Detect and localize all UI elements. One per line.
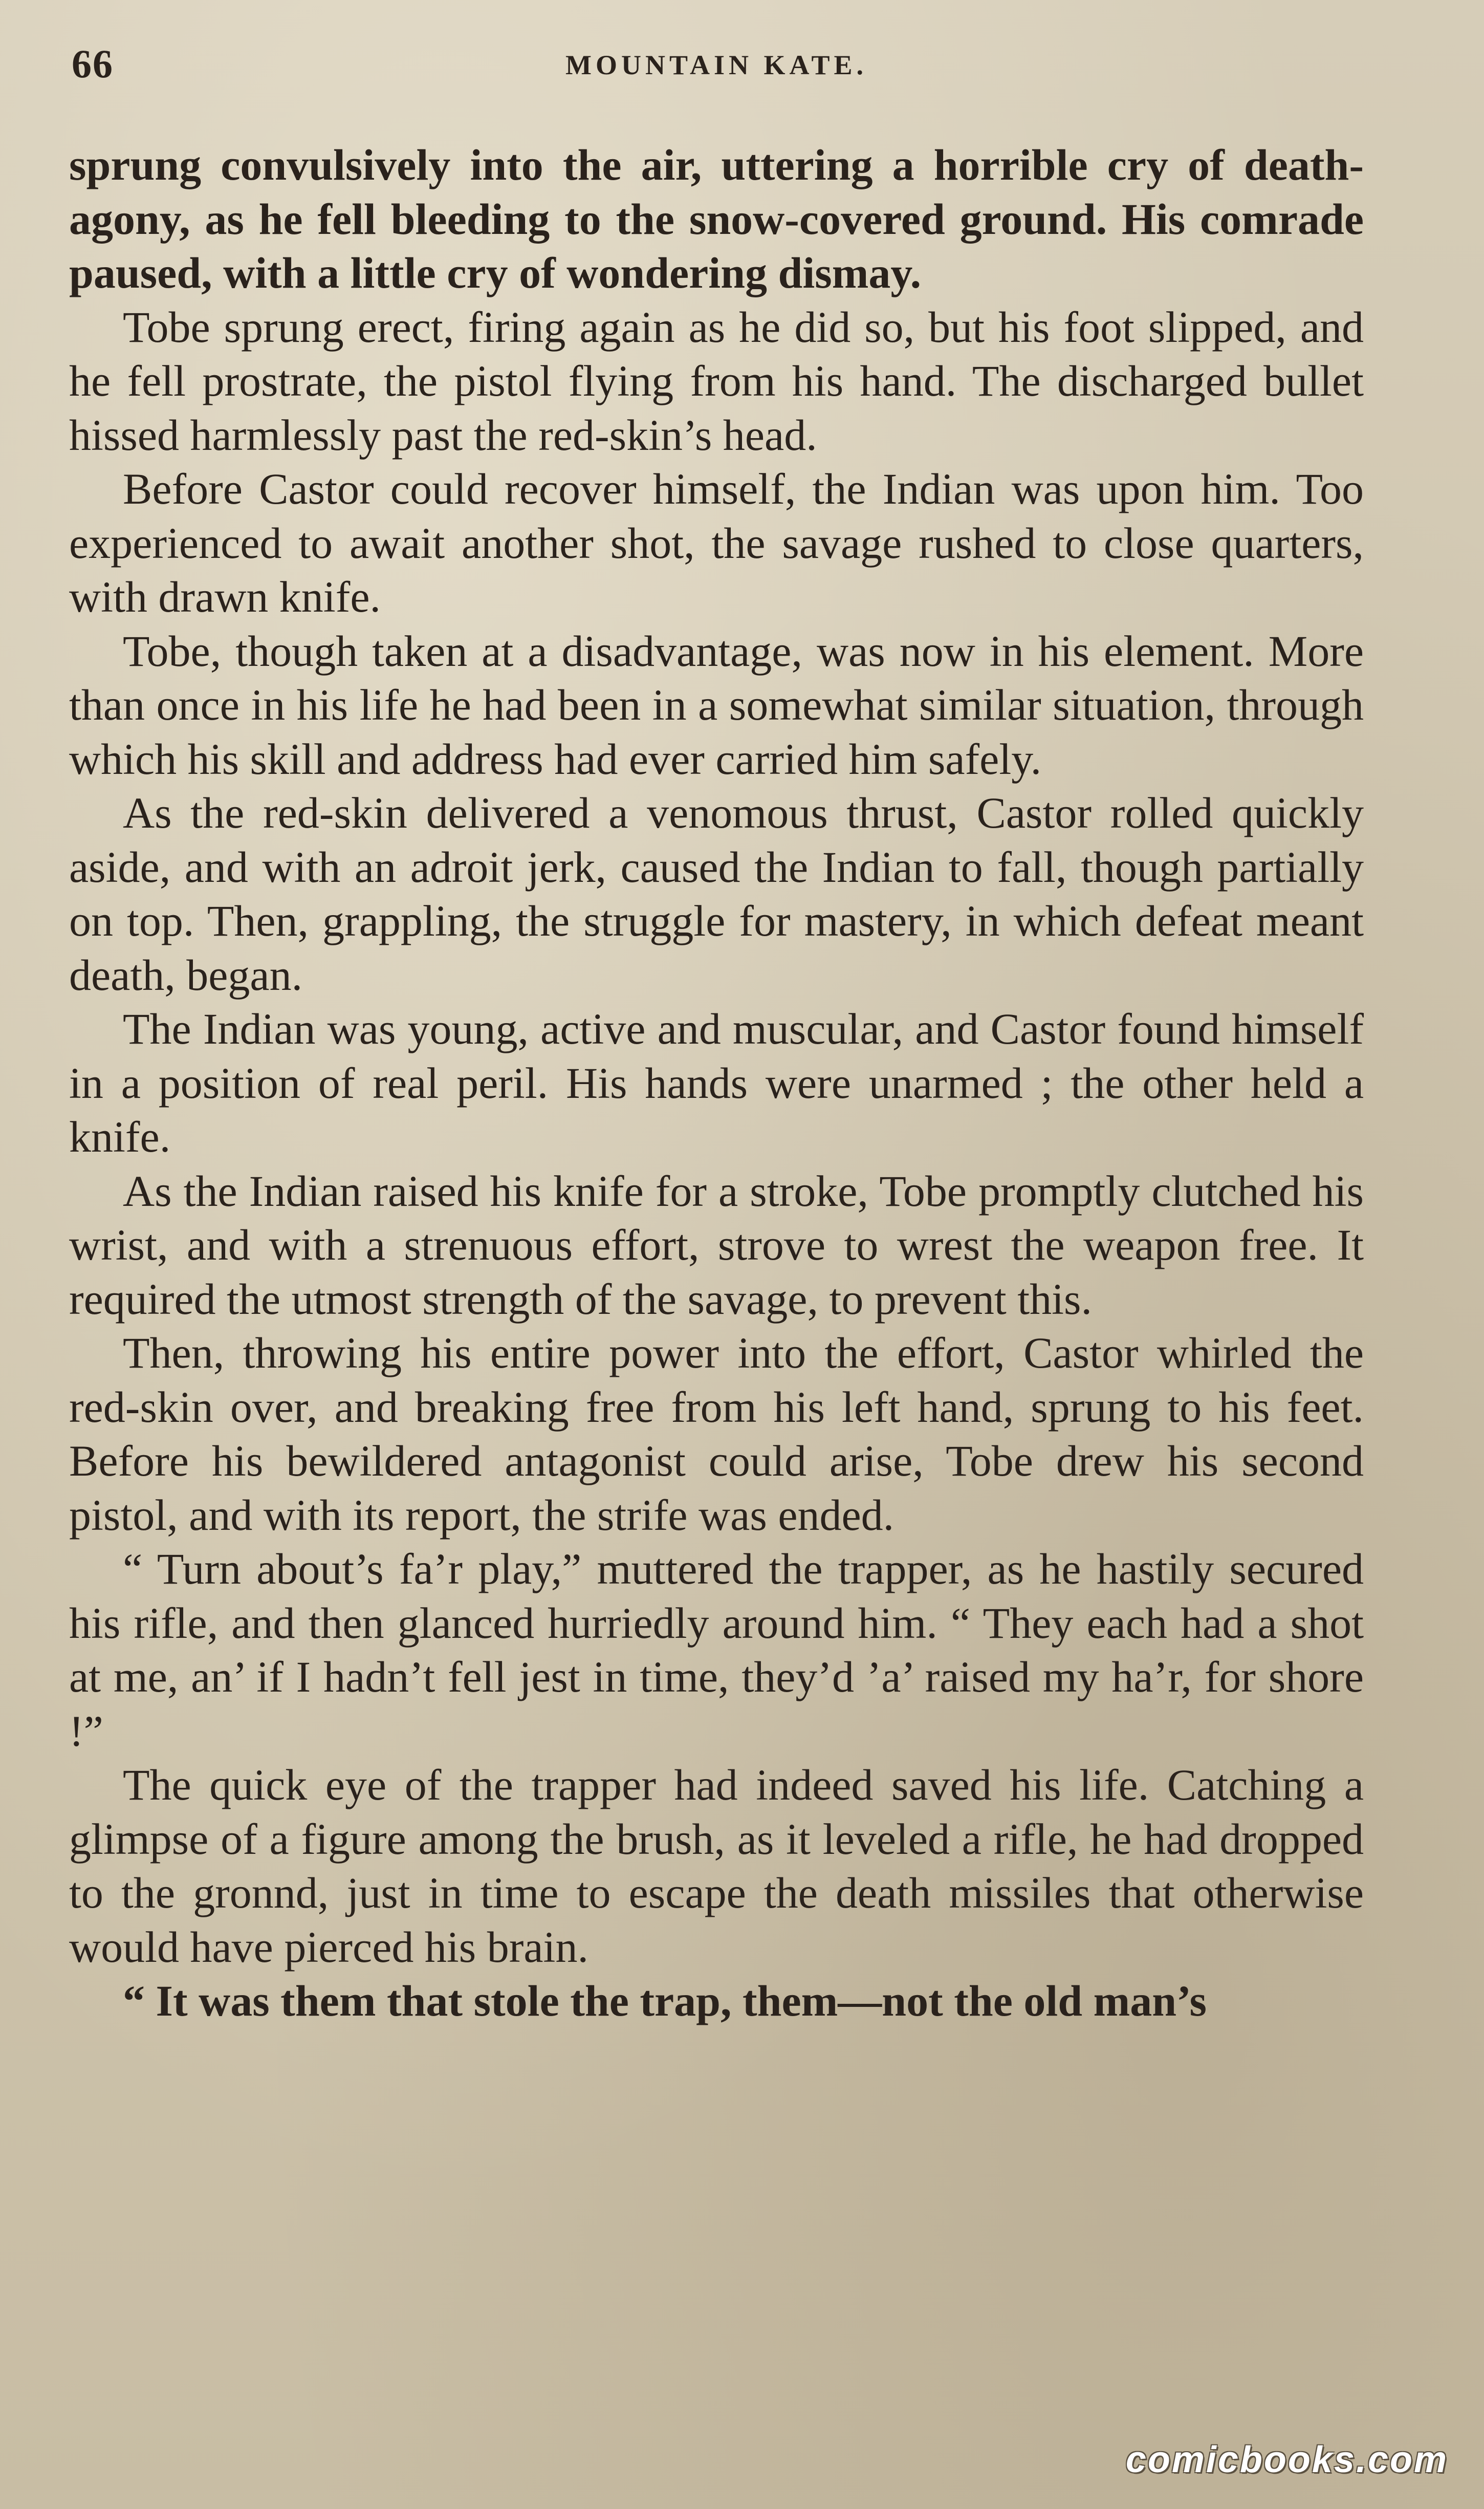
paragraph: As the Indian raised his knife for a stroke, Tobe promptly clutched his wrist, and with a strenuous effort, strove to wrest the weapon free. It required the utmost strength of the savage, to prevent this.	[69, 1166, 1364, 1324]
paragraph: As the red-skin delivered a venomous thrust, Castor rolled quickly aside, and with an adroit jerk, caused the Indian to fall, though partially on top. Then, grappling, the struggle for mastery, in which defeat meant death, began.	[69, 788, 1364, 1000]
running-title: MOUNTAIN KATE.	[565, 50, 867, 80]
paragraph: Tobe sprung erect, firing again as he did so, but his foot slipped, and he fell prostrate, the pistol flying from his hand. The discharged bullet hissed harmlessly past the red-skin’s head.	[69, 302, 1364, 460]
paragraph: Before Castor could recover himself, the Indian was upon him. Too experienced to await another shot, the savage rushed to close quarters, with drawn knife.	[69, 464, 1364, 621]
page-number: 66	[72, 41, 114, 86]
paragraph: Tobe, though taken at a disadvantage, was now in his element. More than once in his life he had been in a somewhat similar situation, through which his skill and address had ever carried him safely.	[69, 626, 1364, 784]
paragraph: “ Turn about’s fa’r play,” muttered the trapper, as he hastily secured his rifle, and then glanced hurriedly around him. “ They each had a shot at me, an’ if I hadn’t fell jest in time, they’d ’a’ raised my ha’r, for shore !”	[69, 1544, 1364, 1756]
body-text	[69, 138, 1364, 2028]
paragraph: sprung convulsively into the air, uttering a horrible cry of death-agony, as he fell bleeding to the snow-covered ground. His comrade paused, with a little cry of wondering dismay.	[69, 140, 1364, 297]
paragraph: The Indian was young, active and muscular, and Castor found himself in a position of real peril. His hands were unarmed ; the other held a knife.	[69, 1004, 1364, 1161]
paragraph: The quick eye of the trapper had indeed saved his life. Catching a glimpse of a figure among the brush, as it leveled a rifle, he had dropped to the gronnd, just in time to escape the death missiles that otherwise would have pierced his brain.	[69, 1760, 1364, 1972]
watermark: comicbooks.com	[1125, 2439, 1448, 2480]
page-header	[72, 36, 1361, 92]
paragraph: “ It was them that stole the trap, them—not the old man’s	[123, 1976, 1207, 2025]
paragraph: Then, throwing his entire power into the effort, Castor whirled the red-skin over, and breaking free from his left hand, sprung to his feet. Before his bewildered antagonist could arise, Tobe drew his second pistol, and with its report, the strife was ended.	[69, 1328, 1364, 1540]
